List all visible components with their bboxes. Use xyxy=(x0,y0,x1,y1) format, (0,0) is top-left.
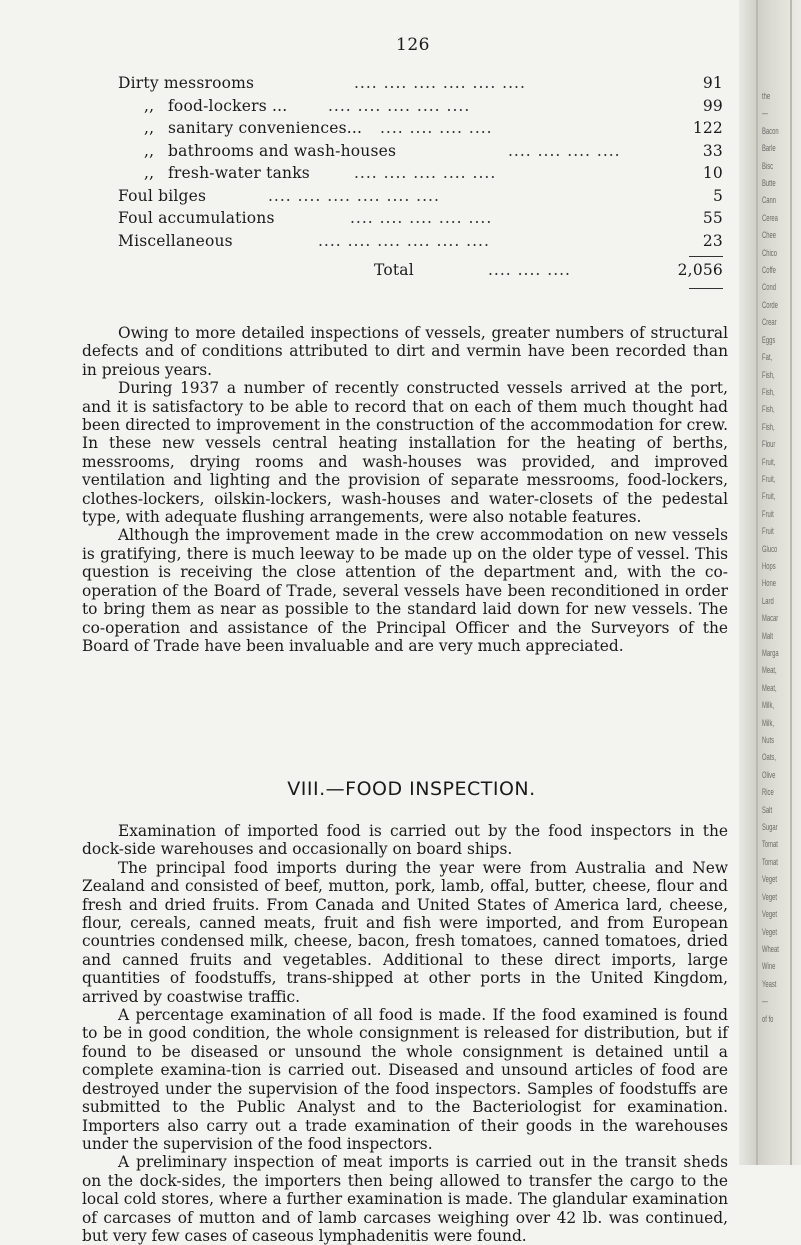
leader-dots: .... .... .... .... .... .... xyxy=(268,186,440,205)
stat-label xyxy=(118,209,275,227)
stat-row xyxy=(118,142,723,165)
page-number: 126 xyxy=(396,35,430,55)
bleed-through-word: Veget xyxy=(762,909,777,920)
bleed-through-word: Chico xyxy=(762,247,777,258)
bleed-through-word: Fish, xyxy=(762,421,775,432)
bleed-through-word: Lard xyxy=(762,595,774,606)
bleed-through-word: Tomat xyxy=(762,856,778,867)
bleed-through-word: Marga xyxy=(762,648,779,658)
stat-label xyxy=(144,119,362,137)
bleed-through-word: Fruit xyxy=(762,508,774,519)
ditto-mark: ,, xyxy=(144,96,155,115)
stat-label xyxy=(118,187,206,205)
total-rule-bottom xyxy=(689,288,723,289)
paragraph: Owing to more detailed inspections of vessels, greater numbers of structural defects and of conditions attributed to dirt and vermin have been recorded than in preious years. xyxy=(82,324,728,379)
paragraph: Examination of imported food is carried out by the food inspectors in the dock-side warehouses and occasionally on board ships. xyxy=(82,822,728,859)
stat-row xyxy=(118,164,723,187)
bleed-through-word: Meat, xyxy=(762,665,777,676)
bleed-through-word: Flour xyxy=(762,439,776,450)
stat-label xyxy=(118,232,233,250)
bleed-through-word: Fish, xyxy=(762,386,775,397)
bleed-through-word: Rice xyxy=(762,787,774,798)
bleed-through-word: Hone xyxy=(762,578,776,589)
bleed-through-word: Milk, xyxy=(762,717,775,728)
bleed-through-word: Bisc xyxy=(762,160,774,171)
bleed-through-word: Bacon xyxy=(762,125,779,136)
bleed-through-word: Fruit, xyxy=(762,456,776,467)
bleed-through-word: Meat, xyxy=(762,682,777,693)
bleed-through-word: Wine xyxy=(762,961,776,972)
bleed-through-word: Veget xyxy=(762,891,777,902)
leader-dots: .... .... .... .... .... xyxy=(328,96,471,115)
bleed-through-word: Fat, xyxy=(762,352,773,363)
total-rule-top xyxy=(689,256,723,257)
stat-label xyxy=(144,164,310,182)
bleed-through-word: Crear xyxy=(762,317,777,328)
stat-value: 91 xyxy=(702,74,723,92)
leader-dots: .... .... .... .... .... .... xyxy=(354,74,526,92)
bleed-through-word: Wheat xyxy=(762,943,779,954)
stat-value: 23 xyxy=(702,231,723,250)
bleed-through-word: Salt xyxy=(762,804,773,815)
stat-row xyxy=(118,209,723,232)
paragraph: The principal food imports during the year were from Australia and New Zealand and consisted of beef, mutton, pork, lamb, offal, butter, cheese, flour and fresh and dried fruits. From Canada and United States of America lard, cheese, flour, cereals, canned meats, fruit and fish were imported, and from European countries condensed milk, cheese, bacon, fresh tomatoes, canned tomatoes, dried and canned fruits and vegetables. Additional to these direct imports, large quantities of foodstuffs, trans-shipped at other ports in the United Kingdom, arrived by coastwise traffic. xyxy=(82,858,728,1006)
bleed-through-word: Chee xyxy=(762,230,776,241)
leader-dots: .... .... .... .... .... xyxy=(354,164,497,182)
bleed-through-word: Barle xyxy=(762,143,776,154)
stat-label-text: fresh-water tanks xyxy=(168,164,310,182)
bleed-through-word: Fish, xyxy=(762,369,775,380)
bleed-through-word: of fo xyxy=(762,1013,774,1024)
bleed-through-word: Eggs xyxy=(762,334,776,345)
paragraph: A preliminary inspection of meat imports is carried out in the transit sheds on the dock-sides, the importers then being allowed to transfer the cargo to the local cold stores, where a further examination is made. The glandular examination of carcases of mutton and of lamb carcases weighing over 42 lb. was continued, but very few cases of caseous lymphadenitis were found. xyxy=(82,1153,728,1245)
total-row xyxy=(118,261,723,284)
bleed-through-word: Cond xyxy=(762,282,776,293)
ditto-mark: ,, xyxy=(144,164,155,182)
stat-value: 33 xyxy=(702,141,723,160)
bleed-through-word: Fruit, xyxy=(762,473,776,484)
bleed-through-list xyxy=(762,88,798,1028)
bleed-through-word: Nuts xyxy=(762,735,775,746)
stat-label xyxy=(118,74,254,92)
bleed-through-word: Tomat xyxy=(762,839,778,850)
ditto-mark: ,, xyxy=(144,141,155,160)
stat-value: 99 xyxy=(702,96,723,115)
bleed-through-word: Fruit xyxy=(762,526,774,537)
stat-label-text: Miscellaneous xyxy=(118,231,233,250)
stat-label xyxy=(144,97,287,115)
bleed-through-word: Oats, xyxy=(762,752,776,763)
stat-label-text: food-lockers ... xyxy=(168,96,288,115)
total-label: Total xyxy=(374,261,414,279)
bleed-through-word: Coffe xyxy=(762,265,776,276)
body-text-lower xyxy=(82,822,728,1245)
bleed-through-word: the xyxy=(762,91,771,101)
stat-label-text: sanitary conveniences... xyxy=(168,119,363,137)
bleed-through-word: Yeast xyxy=(762,978,777,989)
stat-label-text: bathrooms and wash-houses xyxy=(168,141,397,160)
bleed-through-word: Cerea xyxy=(762,212,778,223)
leader-dots: .... .... .... .... .... .... xyxy=(318,231,490,250)
ditto-mark: ,, xyxy=(144,119,155,137)
bleed-through-word: Sugar xyxy=(762,822,778,833)
stat-label-text: Dirty messrooms xyxy=(118,74,255,92)
stat-value: 10 xyxy=(702,164,723,182)
bleed-through-word: — xyxy=(762,108,768,119)
total-value: 2,056 xyxy=(677,261,723,279)
leader-dots: .... .... .... .... xyxy=(508,141,621,160)
bleed-through-word: Olive xyxy=(762,769,776,780)
leader-dots: .... .... .... .... .... xyxy=(350,209,493,227)
stat-label-text: Foul bilges xyxy=(118,186,207,205)
stat-value: 122 xyxy=(692,119,723,137)
stat-row xyxy=(118,187,723,210)
leader-dots: .... .... .... .... xyxy=(380,119,493,137)
stat-row xyxy=(118,232,723,255)
bleed-through-word: Cann xyxy=(762,195,776,206)
bleed-through-word: Veget xyxy=(762,926,777,937)
stats-table xyxy=(118,74,723,289)
bleed-through-word: Corde xyxy=(762,299,778,310)
stat-value: 55 xyxy=(702,209,723,227)
bleed-through-word: Hops xyxy=(762,560,776,571)
stat-row xyxy=(118,119,723,142)
stat-label xyxy=(144,142,396,160)
paragraph: A percentage examination of all food is made. If the food examined is found to be in good condition, the whole consignment is released for distribution, but if found to be diseased or unsound the whole consignment is detained until a complete examina-tion is carried out. Diseased and unsound articles of food are destroyed under the supervision of the food inspectors. Samples of foodstuffs are submitted to the Public Analyst and to the Bacteriologist for examination. Importers also carry out a trade examination of their goods in the warehouses under the supervision of the food inspectors. xyxy=(82,1006,728,1153)
stat-row xyxy=(118,97,723,120)
bleed-through-word: — xyxy=(762,996,768,1007)
bleed-through-word: Veget xyxy=(762,874,777,885)
bleed-through-word: Milk, xyxy=(762,700,775,711)
bleed-through-word: Macar xyxy=(762,613,779,624)
stat-label-text: Foul accumulations xyxy=(118,209,275,227)
bleed-through-word: Malt xyxy=(762,630,774,641)
binding-line xyxy=(756,0,758,1165)
bleed-through-word: Gluco xyxy=(762,543,778,554)
section-heading-text: VIII.—FOOD INSPECTION. xyxy=(287,778,536,800)
paragraph: Although the improvement made in the crew accommodation on new vessels is gratifying, there is much leeway to be made up on the older type of vessel. This question is receiving the close attention of the department and, with the co-operation of the Board of Trade, several vessels have been reconditioned in order to bring them as near as possible to the standard laid down for new vessels. The co-operation and assistance of the Principal Officer and the Surveyors of the Board of Trade have been invaluable and are very much appreciated. xyxy=(82,526,728,655)
body-text-upper xyxy=(82,324,728,655)
section-heading xyxy=(0,778,801,800)
bleed-through-word: Butte xyxy=(762,178,776,189)
paragraph: During 1937 a number of recently constructed vessels arrived at the port, and it is satisfactory to be able to record that on each of them much thought had been directed to improvement in the construction of the accommodation for crew. In these new vessels central heating installation for the heating of berths, messrooms, drying rooms and wash-houses was provided, and improved ventilation and lighting and the provision of separate messrooms, food-lockers, clothes-lockers, oilskin-lockers, wash-houses and water-closets of the pedestal type, with adequate flushing arrangements, were also notable features. xyxy=(82,379,728,527)
leader-dots: .... .... .... xyxy=(488,261,571,279)
stat-row xyxy=(118,74,723,97)
stat-value: 5 xyxy=(712,186,723,205)
bleed-through-word: Fruit, xyxy=(762,491,776,502)
bleed-through-word: Fish, xyxy=(762,404,775,415)
